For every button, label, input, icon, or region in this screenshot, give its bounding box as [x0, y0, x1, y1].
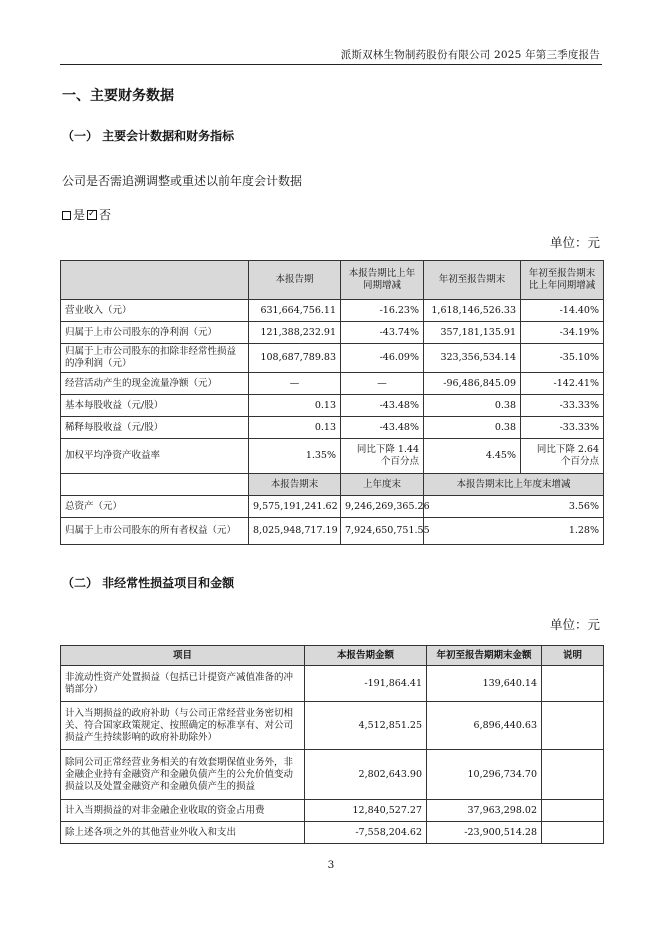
- table-row: [61, 300, 604, 322]
- cell-value: -7,558,204.62: [305, 822, 427, 844]
- header-cell: 本报告期: [249, 261, 341, 300]
- cell-value: 4.45%: [424, 439, 521, 474]
- header-divider: [60, 64, 602, 65]
- unit-label-1: 单位：元: [549, 235, 600, 250]
- answer-yes: 是: [73, 208, 86, 222]
- cell-value: 12,840,527.27: [305, 800, 427, 822]
- cell-value: -43.48%: [341, 395, 424, 417]
- unit-label-2: 单位：元: [549, 617, 600, 632]
- section-title: 一、主要财务数据: [62, 88, 174, 104]
- cell-value: 6,896,440.63: [427, 702, 542, 750]
- cell-value: 3.56%: [424, 496, 604, 518]
- cell-value: 2,802,643.90: [305, 750, 427, 800]
- header-cell: 上年度末: [341, 474, 424, 496]
- subsection-title-2: （二） 非经常性损益项目和金额: [62, 576, 235, 590]
- cell-value: -43.74%: [341, 322, 424, 344]
- cell-value: 7,924,650,751.55: [341, 518, 424, 545]
- restatement-answer: [62, 206, 111, 223]
- header-cell: [61, 261, 249, 300]
- header-cell: 年初至报告期末: [424, 261, 521, 300]
- answer-no: 否: [99, 208, 112, 222]
- item-label: 计入当期损益的政府补助（与公司正常经营业务密切相关、符合国家政策规定、按照确定的标准享有、对公司损益产生持续影响的政府补助除外）: [61, 702, 305, 750]
- cell-value: —: [341, 373, 424, 395]
- subsection-title-1: （一） 主要会计数据和财务指标: [62, 129, 235, 143]
- item-label: 除上述各项之外的其他营业外收入和支出: [61, 822, 305, 844]
- unchecked-box-icon: [62, 211, 71, 220]
- table-row: [61, 822, 604, 844]
- header-cell: 说明: [542, 646, 604, 666]
- cell-value: 4,512,851.25: [305, 702, 427, 750]
- cell-value: 37,963,298.02: [427, 800, 542, 822]
- cell-value: 1.35%: [249, 439, 341, 474]
- table-row: [61, 750, 604, 800]
- cell-value: 9,575,191,241.62: [249, 496, 341, 518]
- cell-value: -16.23%: [341, 300, 424, 322]
- cell-note: [542, 800, 604, 822]
- table-row: [61, 702, 604, 750]
- restatement-question: 公司是否需追溯调整或重述以前年度会计数据: [62, 174, 303, 188]
- row-label: 归属于上市公司股东的扣除非经常性损益的净利润（元）: [61, 344, 249, 373]
- cell-value: 121,388,232.91: [249, 322, 341, 344]
- table-header-row: [61, 646, 604, 666]
- table-row: [61, 496, 604, 518]
- item-label: 计入当期损益的对非金融企业收取的资金占用费: [61, 800, 305, 822]
- row-label: 基本每股收益（元/股）: [61, 395, 249, 417]
- cell-value: -23,900,514.28: [427, 822, 542, 844]
- page-number: 3: [327, 859, 335, 871]
- row-label: 总资产（元）: [61, 496, 249, 518]
- cell-note: [542, 750, 604, 800]
- cell-value: 357,181,135.91: [424, 322, 521, 344]
- cell-value: -43.48%: [341, 417, 424, 439]
- non-recurring-items-table: [60, 645, 604, 844]
- cell-value: 1.28%: [424, 518, 604, 545]
- cell-value: 139,640.14: [427, 666, 542, 702]
- cell-value: -142.41%: [521, 373, 604, 395]
- cell-value: 8,025,948,717.19: [249, 518, 341, 545]
- row-label: 归属于上市公司股东的所有者权益（元）: [61, 518, 249, 545]
- header-cell: 本报告期末: [249, 474, 341, 496]
- header-cell: 本报告期末比上年度末增减: [424, 474, 604, 496]
- report-header: 派斯双林生物制药股份有限公司 2025 年第三季度报告: [340, 49, 600, 61]
- cell-value: 1,618,146,526.33: [424, 300, 521, 322]
- table-header-row: [61, 261, 604, 300]
- row-label: 经营活动产生的现金流量净额（元）: [61, 373, 249, 395]
- item-label: 非流动性资产处置损益（包括已计提资产减值准备的冲销部分）: [61, 666, 305, 702]
- cell-value: -14.40%: [521, 300, 604, 322]
- table-row: [61, 518, 604, 545]
- cell-value: 同比下降 2.64 个百分点: [521, 439, 604, 474]
- cell-value: -46.09%: [341, 344, 424, 373]
- table-subheader-row: [61, 474, 604, 496]
- cell-value: -33.33%: [521, 417, 604, 439]
- header-cell: 项目: [61, 646, 305, 666]
- cell-note: [542, 822, 604, 844]
- row-label: 稀释每股收益（元/股）: [61, 417, 249, 439]
- cell-value: -34.19%: [521, 322, 604, 344]
- cell-value: —: [249, 373, 341, 395]
- cell-value: 323,356,534.14: [424, 344, 521, 373]
- table-row: [61, 666, 604, 702]
- table-row: [61, 373, 604, 395]
- table-row: [61, 395, 604, 417]
- header-cell: 年初至报告期期末金额: [427, 646, 542, 666]
- cell-value: 同比下降 1.44 个百分点: [341, 439, 424, 474]
- cell-value: 9,246,269,365.26: [341, 496, 424, 518]
- cell-value: 0.13: [249, 395, 341, 417]
- cell-value: -33.33%: [521, 395, 604, 417]
- cell-note: [542, 702, 604, 750]
- financial-data-table: [60, 260, 604, 545]
- cell-value: 0.38: [424, 417, 521, 439]
- table-row: [61, 800, 604, 822]
- cell-value: -191,864.41: [305, 666, 427, 702]
- cell-value: -96,486,845.09: [424, 373, 521, 395]
- header-cell: [61, 474, 249, 496]
- header-cell: 本报告期比上年同期增减: [341, 261, 424, 300]
- table-row: [61, 344, 604, 373]
- row-label: 加权平均净资产收益率: [61, 439, 249, 474]
- cell-note: [542, 666, 604, 702]
- cell-value: 10,296,734.70: [427, 750, 542, 800]
- item-label: 除同公司正常经营业务相关的有效套期保值业务外，非金融企业持有金融资产和金融负债产生的公允价值变动损益以及处置金融资产和金融负债产生的损益: [61, 750, 305, 800]
- cell-value: 0.13: [249, 417, 341, 439]
- table-row: [61, 322, 604, 344]
- checked-box-icon: [87, 210, 97, 220]
- cell-value: -35.10%: [521, 344, 604, 373]
- row-label: 营业收入（元）: [61, 300, 249, 322]
- table-row: [61, 439, 604, 474]
- cell-value: 631,664,756.11: [249, 300, 341, 322]
- cell-value: 0.38: [424, 395, 521, 417]
- table-row: [61, 417, 604, 439]
- cell-value: 108,687,789.83: [249, 344, 341, 373]
- header-cell: 年初至报告期末比上年同期增减: [521, 261, 604, 300]
- header-cell: 本报告期金额: [305, 646, 427, 666]
- row-label: 归属于上市公司股东的净利润（元）: [61, 322, 249, 344]
